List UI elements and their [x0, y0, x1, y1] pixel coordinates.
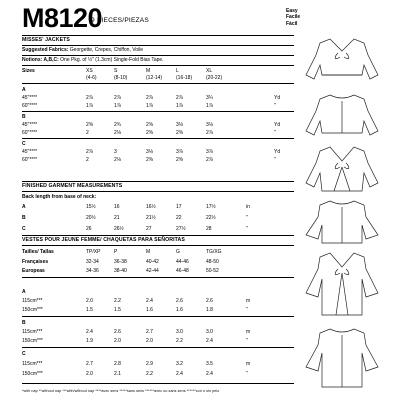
- table-cell: 28: [206, 226, 212, 232]
- table-cell: 1.9: [86, 338, 93, 344]
- table-cell: 17: [176, 204, 182, 210]
- view-label: [22, 141, 294, 148]
- line-drawing-view-c: [304, 249, 380, 319]
- table-cell: 3⅞: [176, 149, 183, 155]
- line-drawing-view-b: [304, 143, 380, 195]
- metric-row: [22, 298, 294, 305]
- notions-label: Notions: A,B,C:: [22, 57, 59, 63]
- table-cell: 2⅞: [206, 130, 213, 136]
- table-cell: 2.4: [146, 298, 153, 304]
- table-cell: 2.4: [206, 371, 213, 377]
- table-cell: 26½: [114, 226, 124, 232]
- table-cell: 46-48: [176, 268, 189, 274]
- table-cell: 2.6: [206, 298, 213, 304]
- line-drawing-view-a-back: [304, 89, 380, 141]
- table-cell: B: [22, 114, 26, 120]
- table-cell: 60"****: [22, 130, 38, 136]
- table-cell: 2⅜: [176, 130, 183, 136]
- pieces-count: 9 PIECES/PIEZAS: [91, 17, 149, 24]
- table-cell: 150cm***: [22, 371, 43, 377]
- size-range: (8-10): [114, 75, 128, 81]
- yardage-row: [22, 157, 294, 164]
- table-cell: 2.0: [86, 371, 93, 377]
- divider: [22, 138, 294, 139]
- table-cell: TP/XP: [86, 249, 101, 255]
- finished-row: [22, 215, 294, 222]
- table-cell: A: [22, 204, 26, 210]
- view-label: [22, 289, 294, 296]
- table-cell: 2.9: [146, 361, 153, 367]
- table-cell: 21½: [146, 215, 156, 221]
- table-cell: Europeas: [22, 268, 45, 274]
- table-cell: Françaises: [22, 259, 49, 265]
- french-title: VESTES POUR JEUNE FEMME/ CHAQUETAS PARA SEÑORITAS: [22, 237, 185, 243]
- divider: [22, 191, 294, 192]
- size-range: (20-22): [206, 75, 223, 81]
- divider: [22, 111, 294, 112]
- table-cell: 3.0: [176, 329, 183, 335]
- table-cell: B: [22, 215, 26, 221]
- table-cell: 2.7: [86, 361, 93, 367]
- table-cell: 32-34: [86, 259, 99, 265]
- divider: [22, 55, 294, 56]
- size-name: XS: [86, 68, 93, 74]
- yardage-row: [22, 130, 294, 137]
- table-cell: 2⅛: [114, 157, 121, 163]
- table-cell: 27: [146, 226, 152, 232]
- sizes-row: [22, 68, 294, 75]
- line-drawing-view-b-back: [304, 195, 380, 247]
- line-drawing-view-a: [304, 35, 380, 87]
- sizes-range-row: [22, 75, 294, 82]
- size-range: (16-18): [176, 75, 193, 81]
- table-cell: Yd: [274, 95, 281, 101]
- table-cell: 2⅞: [206, 157, 213, 163]
- table-cell: 27½: [176, 226, 186, 232]
- line-drawing-view-c-back: [304, 323, 380, 389]
- table-cell: ": [274, 157, 276, 163]
- table-cell: 2⅞: [86, 95, 93, 101]
- table-cell: 40-42: [146, 259, 159, 265]
- table-cell: 22½: [206, 215, 216, 221]
- table-cell: 45"****: [22, 95, 38, 101]
- table-cell: 2.0: [146, 338, 153, 344]
- table-cell: TG/XG: [206, 249, 222, 255]
- table-cell: 16½: [146, 204, 156, 210]
- table-cell: 3.5: [206, 361, 213, 367]
- table-cell: 60"****: [22, 157, 38, 163]
- table-cell: Yd: [274, 122, 281, 128]
- table-cell: A: [22, 87, 26, 93]
- table-cell: ": [246, 371, 248, 377]
- divider: [22, 181, 294, 182]
- table-cell: 1.6: [146, 307, 153, 313]
- table-cell: P: [114, 249, 118, 255]
- table-cell: M: [146, 249, 151, 255]
- metric-row: [22, 329, 294, 336]
- view-label: [22, 114, 294, 121]
- table-cell: 2.6: [114, 329, 121, 335]
- table-cell: 20½: [86, 215, 96, 221]
- view-label: [22, 351, 294, 358]
- metric-row: [22, 361, 294, 368]
- table-cell: 3⅞: [206, 149, 213, 155]
- table-cell: Tailles/ Tallas: [22, 249, 54, 255]
- table-cell: 3⅛: [146, 149, 153, 155]
- table-cell: 45"****: [22, 149, 38, 155]
- fabrics-label: Suggested Fabrics:: [22, 47, 69, 53]
- size-name: M: [146, 68, 151, 74]
- table-cell: 2⅝: [146, 122, 153, 128]
- table-cell: 48-50: [206, 259, 219, 265]
- finished-row: [22, 204, 294, 211]
- table-cell: 2.6: [176, 298, 183, 304]
- yardage-row: [22, 122, 294, 129]
- divider: [22, 347, 294, 348]
- table-cell: G: [176, 249, 180, 255]
- table-cell: C: [22, 351, 26, 357]
- table-cell: 115cm***: [22, 361, 43, 367]
- table-cell: 42-44: [146, 268, 159, 274]
- table-cell: 2.4: [176, 371, 183, 377]
- table-cell: ": [246, 338, 248, 344]
- table-cell: 17½: [206, 204, 216, 210]
- table-cell: 16: [114, 204, 120, 210]
- metric-row: [22, 371, 294, 378]
- table-cell: m: [246, 329, 251, 335]
- divider: [22, 45, 294, 46]
- table-cell: 3⅛: [176, 122, 183, 128]
- table-cell: C: [22, 141, 26, 147]
- metric-row: [22, 338, 294, 345]
- table-cell: 1⅞: [206, 103, 213, 109]
- table-cell: 50-52: [206, 268, 219, 274]
- table-cell: m: [246, 361, 251, 367]
- level-es: Fácil: [286, 20, 298, 27]
- table-cell: ": [246, 226, 248, 232]
- table-cell: 3¼: [206, 95, 213, 101]
- table-cell: 1.5: [86, 307, 93, 313]
- divider: [22, 277, 294, 278]
- table-cell: 1.8: [206, 307, 213, 313]
- size-name: L: [176, 68, 179, 74]
- size-range: (4-6): [86, 75, 97, 81]
- table-cell: 3.0: [206, 329, 213, 335]
- level-fr: Facile: [286, 14, 301, 21]
- table-cell: 150cm***: [22, 307, 43, 313]
- table-cell: 15½: [86, 204, 96, 210]
- size-name: S: [114, 68, 118, 74]
- divider: [22, 316, 294, 317]
- table-cell: ": [274, 103, 276, 109]
- table-cell: 22: [176, 215, 182, 221]
- size-range: (12-14): [146, 75, 163, 81]
- table-cell: m: [246, 298, 251, 304]
- table-cell: 2⅞: [86, 149, 93, 155]
- sizes-label: Sizes: [22, 68, 35, 74]
- divider: [22, 83, 294, 84]
- table-cell: 60"****: [22, 103, 38, 109]
- table-cell: C: [22, 226, 26, 232]
- table-cell: 2.2: [114, 298, 121, 304]
- table-cell: 2⅞: [114, 95, 121, 101]
- table-cell: 26: [86, 226, 92, 232]
- table-cell: 2⅝: [86, 122, 93, 128]
- table-cell: 38-40: [114, 268, 127, 274]
- pattern-envelope-back: [22, 5, 378, 397]
- level-en: Easy: [286, 8, 298, 14]
- difficulty-level: [286, 8, 300, 27]
- yardage-row: [22, 95, 294, 102]
- table-cell: A: [22, 289, 26, 295]
- table-cell: 1.5: [114, 307, 121, 313]
- europeas-row: [22, 268, 294, 275]
- tailles-row: [22, 249, 294, 256]
- section-title: MISSES' JACKETS: [22, 37, 70, 43]
- table-cell: 44-46: [176, 259, 189, 265]
- yardage-row: [22, 149, 294, 156]
- table-cell: 3.2: [176, 361, 183, 367]
- table-cell: 2: [86, 157, 89, 163]
- table-cell: ": [274, 130, 276, 136]
- table-cell: 2.1: [114, 371, 121, 377]
- table-cell: 21: [114, 215, 120, 221]
- pattern-number: M8120: [22, 3, 103, 33]
- divider: [22, 35, 294, 36]
- table-cell: 2¾: [114, 122, 121, 128]
- table-cell: 150cm***: [22, 338, 43, 344]
- table-cell: 1⅞: [86, 103, 93, 109]
- divider: [22, 65, 294, 66]
- size-name: XL: [206, 68, 213, 74]
- table-cell: 2.8: [114, 361, 121, 367]
- table-cell: 2⅜: [176, 157, 183, 163]
- fabrics-value: Georgette, Crepes, Chiffon, Voile: [69, 47, 144, 53]
- table-cell: 2.4: [86, 329, 93, 335]
- table-cell: 2⅞: [176, 95, 183, 101]
- table-cell: 3⅛: [206, 122, 213, 128]
- finished-row: [22, 226, 294, 233]
- footnote: *with nap **without nap ***with/without nap ****avec sens *****sans sens ******avec ou sans sens ******con o sin pelo: [22, 389, 220, 393]
- table-cell: 2⅛: [114, 130, 121, 136]
- table-cell: 2.4: [206, 338, 213, 344]
- table-cell: 2.0: [114, 338, 121, 344]
- table-cell: 2: [86, 130, 89, 136]
- divider: [22, 383, 294, 384]
- view-label: [22, 320, 294, 327]
- table-cell: 2⅞: [146, 95, 153, 101]
- notions-value: One Pkg. of ½" (1.3cm) Single-Fold Bias Tape.: [60, 57, 164, 63]
- divider: [22, 235, 294, 236]
- table-cell: 34-36: [86, 268, 99, 274]
- finished-title: FINISHED GARMENT MEASUREMENTS: [22, 183, 123, 189]
- finished-subtitle: Back length from base of neck:: [22, 194, 97, 200]
- table-cell: 1⅞: [146, 103, 153, 109]
- table-cell: 45"****: [22, 122, 38, 128]
- suggested-fabrics: [22, 47, 143, 53]
- table-cell: ": [246, 307, 248, 313]
- table-cell: 2.2: [176, 338, 183, 344]
- table-cell: Yd: [274, 149, 281, 155]
- table-cell: 3: [114, 149, 117, 155]
- table-cell: 2⅜: [146, 157, 153, 163]
- table-cell: 1⅞: [176, 103, 183, 109]
- table-cell: 2.7: [146, 329, 153, 335]
- divider: [22, 245, 294, 246]
- table-cell: 2.2: [146, 371, 153, 377]
- notions: [22, 57, 164, 63]
- table-cell: B: [22, 320, 26, 326]
- table-cell: 115cm***: [22, 329, 43, 335]
- metric-row: [22, 307, 294, 314]
- yardage-row: [22, 103, 294, 110]
- table-cell: ": [246, 215, 248, 221]
- table-cell: 2⅜: [146, 130, 153, 136]
- table-cell: 115cm***: [22, 298, 43, 304]
- table-cell: 2.0: [86, 298, 93, 304]
- table-cell: in: [246, 204, 250, 210]
- table-cell: 36-38: [114, 259, 127, 265]
- table-cell: 1.6: [176, 307, 183, 313]
- francaises-row: [22, 259, 294, 266]
- table-cell: 1⅞: [114, 103, 121, 109]
- view-label: [22, 87, 294, 94]
